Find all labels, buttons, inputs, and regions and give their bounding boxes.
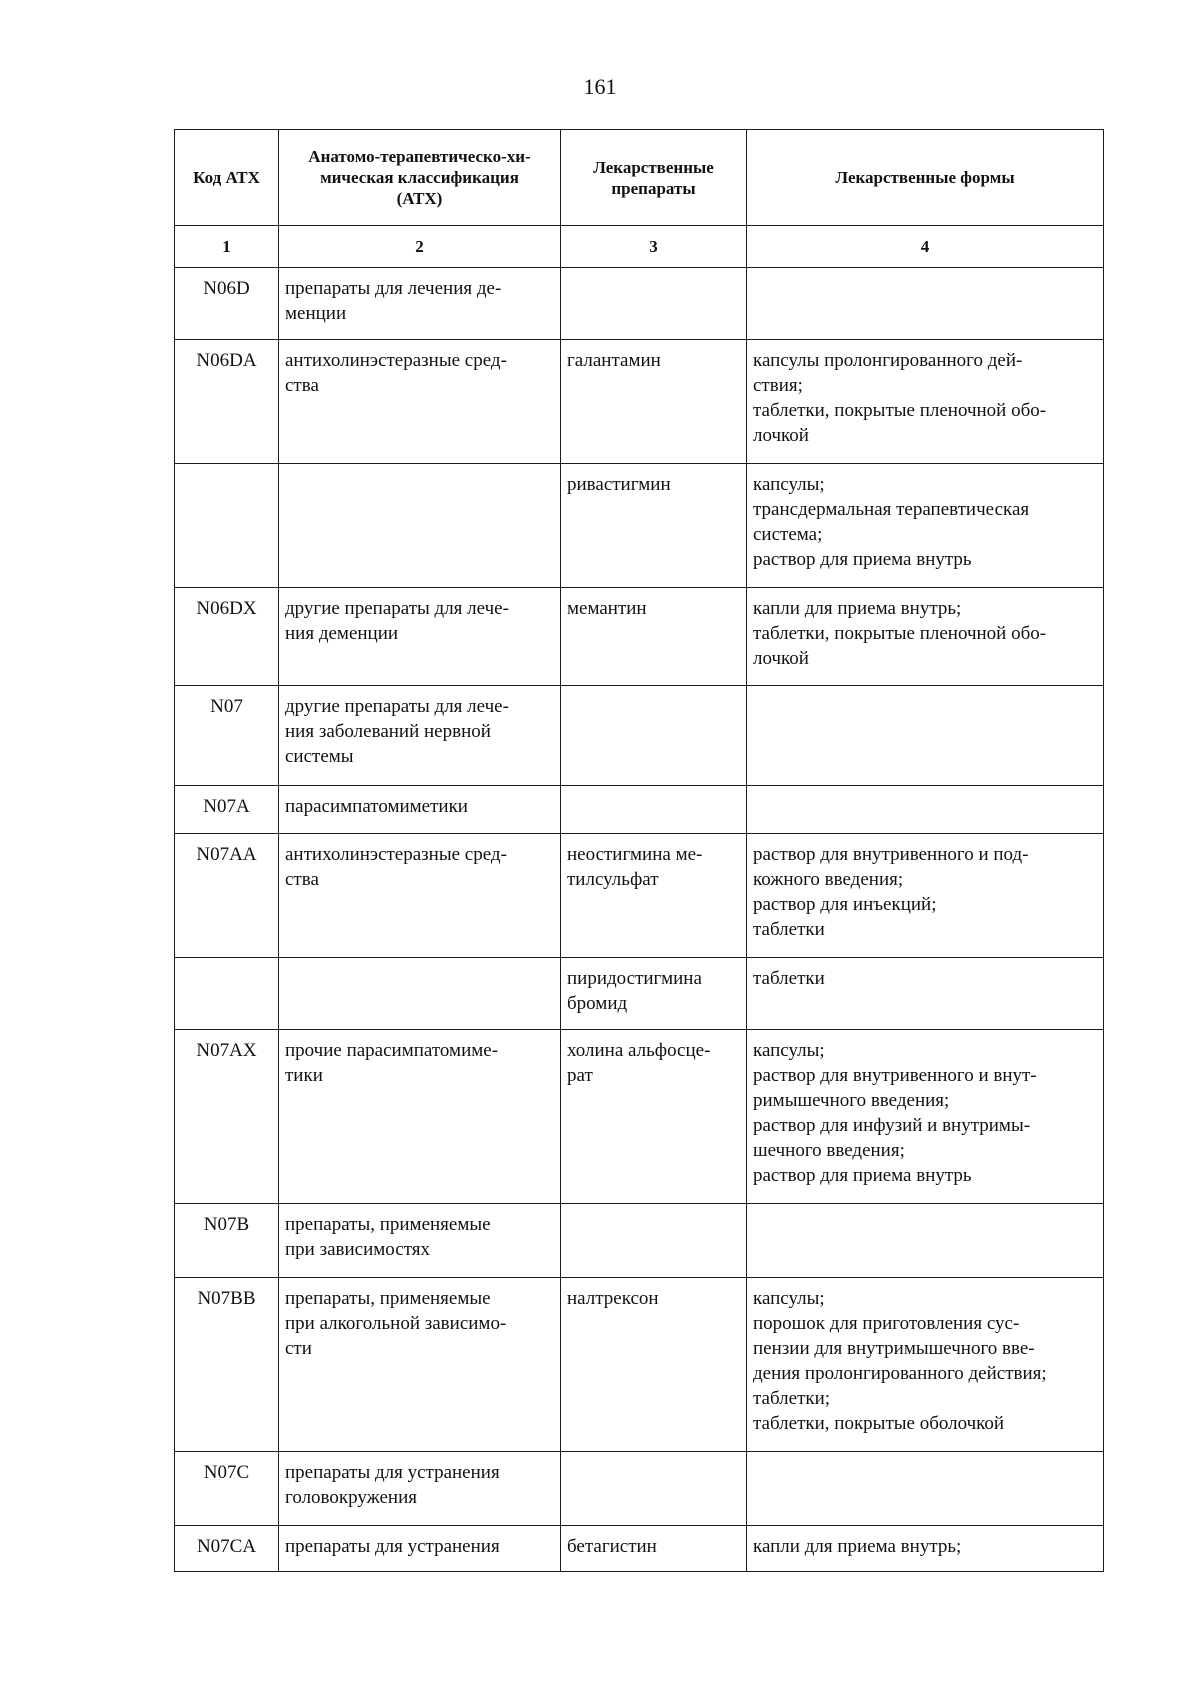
atx-classification: препараты для устранения — [279, 1526, 561, 1572]
atx-code: N06D — [175, 268, 279, 340]
atx-classification: препараты для устранения головокружения — [279, 1452, 561, 1526]
atx-code: N06DX — [175, 588, 279, 686]
atx-classification — [279, 958, 561, 1030]
drug-name — [561, 686, 747, 786]
atx-code: N07CA — [175, 1526, 279, 1572]
atx-code: N07AA — [175, 834, 279, 958]
atx-code: N07C — [175, 1452, 279, 1526]
column-number: 4 — [747, 226, 1104, 268]
drug-name: холина альфосце- рат — [561, 1030, 747, 1204]
table-row — [175, 1452, 1104, 1526]
atx-classification: другие препараты для лече- ния деменции — [279, 588, 561, 686]
table-row — [175, 340, 1104, 464]
column-number-row — [175, 226, 1104, 268]
page-number: 161 — [583, 74, 617, 99]
dosage-forms — [747, 1204, 1104, 1278]
table-row — [175, 464, 1104, 588]
dosage-forms: капсулы; порошок для приготовления сус- пензии для внутримышечного вве- дения пролонгированного действия; таблетки; таблетки, покрытые оболочкой — [747, 1278, 1104, 1452]
drug-name: неостигмина ме- тилсульфат — [561, 834, 747, 958]
table-row — [175, 1204, 1104, 1278]
dosage-forms — [747, 268, 1104, 340]
atx-code: N07AX — [175, 1030, 279, 1204]
header-code: Код АТХ — [175, 130, 279, 226]
atx-classification — [279, 464, 561, 588]
table-row — [175, 786, 1104, 834]
table-row — [175, 834, 1104, 958]
column-number: 1 — [175, 226, 279, 268]
dosage-forms: таблетки — [747, 958, 1104, 1030]
dosage-forms — [747, 1452, 1104, 1526]
dosage-forms — [747, 686, 1104, 786]
table-row — [175, 588, 1104, 686]
atx-classification: препараты для лечения де- менции — [279, 268, 561, 340]
drug-name: пиридостигмина бромид — [561, 958, 747, 1030]
header-classification: Анатомо-терапевтическо-хи- мическая классификация (АТХ) — [279, 130, 561, 226]
header-drugs: Лекарственные препараты — [561, 130, 747, 226]
atx-classification: другие препараты для лече- ния заболеваний нервной системы — [279, 686, 561, 786]
atx-classification: препараты, применяемые при алкогольной зависимо- сти — [279, 1278, 561, 1452]
dosage-forms: капсулы пролонгированного дей- ствия; таблетки, покрытые пленочной обо- лочкой — [747, 340, 1104, 464]
atx-classification: антихолинэстеразные сред- ства — [279, 340, 561, 464]
drug-name: мемантин — [561, 588, 747, 686]
atx-code: N07BB — [175, 1278, 279, 1452]
atx-code: N07 — [175, 686, 279, 786]
atx-code — [175, 464, 279, 588]
drug-name — [561, 1204, 747, 1278]
table-header-row — [175, 130, 1104, 226]
drug-name: ривастигмин — [561, 464, 747, 588]
drug-name: бетагистин — [561, 1526, 747, 1572]
column-number: 3 — [561, 226, 747, 268]
drug-name: налтрексон — [561, 1278, 747, 1452]
atx-code: N07A — [175, 786, 279, 834]
drug-name — [561, 786, 747, 834]
dosage-forms: капли для приема внутрь; таблетки, покрытые пленочной обо- лочкой — [747, 588, 1104, 686]
atx-code: N06DA — [175, 340, 279, 464]
table-row — [175, 1526, 1104, 1572]
dosage-forms: капсулы; раствор для внутривенного и внут- римышечного введения; раствор для инфузий и внутримы- шечного введения; раствор для приема внутрь — [747, 1030, 1104, 1204]
atx-table — [174, 129, 1104, 1572]
atx-classification: прочие парасимпатомиме- тики — [279, 1030, 561, 1204]
table-row — [175, 686, 1104, 786]
drug-name — [561, 268, 747, 340]
header-forms: Лекарственные формы — [747, 130, 1104, 226]
table-row — [175, 268, 1104, 340]
table-row — [175, 958, 1104, 1030]
dosage-forms: капли для приема внутрь; — [747, 1526, 1104, 1572]
dosage-forms: раствор для внутривенного и под- кожного введения; раствор для инъекций; таблетки — [747, 834, 1104, 958]
drug-name: галантамин — [561, 340, 747, 464]
dosage-forms: капсулы; трансдермальная терапевтическая система; раствор для приема внутрь — [747, 464, 1104, 588]
atx-code — [175, 958, 279, 1030]
drug-name — [561, 1452, 747, 1526]
dosage-forms — [747, 786, 1104, 834]
atx-classification: антихолинэстеразные сред- ства — [279, 834, 561, 958]
atx-code: N07B — [175, 1204, 279, 1278]
column-number: 2 — [279, 226, 561, 268]
table-row — [175, 1278, 1104, 1452]
table-row — [175, 1030, 1104, 1204]
atx-classification: парасимпатомиметики — [279, 786, 561, 834]
atx-classification: препараты, применяемые при зависимостях — [279, 1204, 561, 1278]
